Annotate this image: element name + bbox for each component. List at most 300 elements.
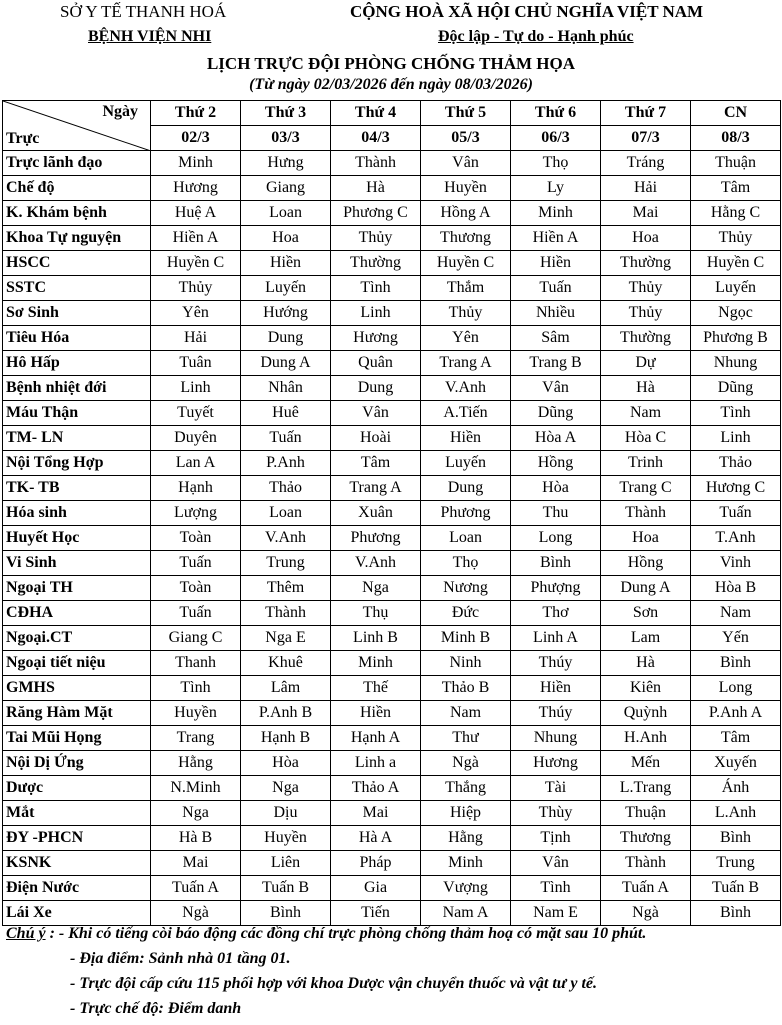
duty-cell: Hồng [601, 551, 691, 576]
table-row [3, 426, 781, 451]
duty-cell: Hồng A [421, 201, 511, 226]
duty-cell: Thương [601, 826, 691, 851]
duty-cell: Nhiều [511, 301, 601, 326]
duty-cell: Hà B [151, 826, 241, 851]
duty-cell: Tình [691, 401, 781, 426]
table-row [3, 251, 781, 276]
duty-cell: Hà [331, 176, 421, 201]
duty-cell: Hiền A [511, 226, 601, 251]
department-label: Nội Tổng Hợp [3, 451, 151, 476]
duty-cell: Thành [601, 501, 691, 526]
duty-cell: Thành [601, 851, 691, 876]
duty-cell: Dự [601, 351, 691, 376]
duty-cell: Nga [331, 576, 421, 601]
duty-schedule-table [2, 100, 781, 926]
department-label: HSCC [3, 251, 151, 276]
duty-cell: Thành [241, 601, 331, 626]
department-label: Bệnh nhiệt đới [3, 376, 151, 401]
duty-cell: Dung A [601, 576, 691, 601]
duty-cell: Hòa [511, 476, 601, 501]
department-label: SSTC [3, 276, 151, 301]
department-label: Răng Hàm Mặt [3, 701, 151, 726]
duty-cell: Thảo [241, 476, 331, 501]
day-header: CN [691, 101, 781, 126]
header-row-days [3, 101, 781, 126]
duty-cell: Hoài [331, 426, 421, 451]
department-label: GMHS [3, 676, 151, 701]
duty-cell: Quân [331, 351, 421, 376]
duty-cell: Linh A [511, 626, 601, 651]
duty-cell: P.Anh A [691, 701, 781, 726]
table-row [3, 551, 781, 576]
nation-title: CỘNG HOÀ XÃ HỘI CHỦ NGHĨA VIỆT NAM [350, 2, 704, 21]
duty-cell: Xuân [331, 501, 421, 526]
note-line-2: - Địa điểm: Sảnh nhà 01 tầng 01. [70, 950, 291, 967]
day-header: Thứ 2 [151, 101, 241, 126]
duty-cell: Hà [601, 651, 691, 676]
department-label: KSNK [3, 851, 151, 876]
duty-cell: Trang A [421, 351, 511, 376]
duty-cell: Ánh [691, 776, 781, 801]
duty-cell: Thúy [511, 651, 601, 676]
duty-cell: Tráng [601, 151, 691, 176]
duty-cell: Mến [601, 751, 691, 776]
duty-cell: Hòa B [691, 576, 781, 601]
duty-cell: L.Trang [601, 776, 691, 801]
duty-cell: Lam [601, 626, 691, 651]
duty-cell: Tuấn B [691, 876, 781, 901]
table-row [3, 526, 781, 551]
duty-cell: Hải [151, 326, 241, 351]
duty-cell: Minh B [421, 626, 511, 651]
duty-cell: Phượng [511, 576, 601, 601]
department-label: Nội Dị Ứng [3, 751, 151, 776]
department-label: TK- TB [3, 476, 151, 501]
duty-cell: Thủy [691, 226, 781, 251]
duty-cell: Gia [331, 876, 421, 901]
department-label: Tiêu Hóa [3, 326, 151, 351]
duty-cell: Huệ A [151, 201, 241, 226]
duty-cell: Tuấn [511, 276, 601, 301]
duty-cell: Tâm [691, 176, 781, 201]
duty-cell: Phương B [691, 326, 781, 351]
duty-cell: Nam [691, 601, 781, 626]
department-label: Điện Nước [3, 876, 151, 901]
duty-cell: Tài [511, 776, 601, 801]
duty-cell: Giang [241, 176, 331, 201]
duty-cell: Thảo B [421, 676, 511, 701]
department-label: ĐY -PHCN [3, 826, 151, 851]
table-row [3, 601, 781, 626]
table-row [3, 651, 781, 676]
duty-cell: P.Anh B [241, 701, 331, 726]
duty-cell: Nhân [241, 376, 331, 401]
duty-cell: Tâm [691, 726, 781, 751]
table-row [3, 201, 781, 226]
duty-cell: Thường [331, 251, 421, 276]
duty-cell: Vân [511, 851, 601, 876]
duty-cell: Trung [691, 851, 781, 876]
table-row [3, 901, 781, 926]
duty-cell: Huyền C [691, 251, 781, 276]
duty-cell: Minh [421, 851, 511, 876]
duty-cell: Hải [601, 176, 691, 201]
duty-cell: Thêm [241, 576, 331, 601]
duty-cell: Minh [151, 151, 241, 176]
duty-cell: Thắm [421, 276, 511, 301]
corner-cell [3, 101, 151, 151]
duty-cell: Thọ [421, 551, 511, 576]
duty-cell: Vượng [421, 876, 511, 901]
duty-cell: Mai [331, 801, 421, 826]
duty-cell: Huyền [241, 826, 331, 851]
duty-cell: Liên [241, 851, 331, 876]
table-row [3, 301, 781, 326]
nation-motto: Độc lập - Tự do - Hạnh phúc [438, 28, 634, 45]
duty-cell: Nga [241, 776, 331, 801]
duty-cell: Dung A [241, 351, 331, 376]
duty-cell: Hồng [511, 451, 601, 476]
duty-cell: Khuê [241, 651, 331, 676]
duty-cell: L.Anh [691, 801, 781, 826]
duty-cell: Nam A [421, 901, 511, 926]
day-header: Thứ 7 [601, 101, 691, 126]
duty-cell: Thắng [421, 776, 511, 801]
date-header: 03/3 [241, 126, 331, 151]
duty-cell: Thọ [511, 151, 601, 176]
department-label: Huyết Học [3, 526, 151, 551]
note-line-3: - Trực đội cấp cứu 115 phối hợp với khoa Dược vận chuyển thuốc và vật tư y tế. [70, 975, 598, 992]
day-header: Thứ 4 [331, 101, 421, 126]
duty-cell: Huyền C [151, 251, 241, 276]
department-label: Máu Thận [3, 401, 151, 426]
duty-cell: Dung [241, 326, 331, 351]
duty-cell: Pháp [331, 851, 421, 876]
notes-section [6, 925, 646, 1025]
note-line-4: - Trực chế độ: Điểm danh [70, 1000, 242, 1017]
duty-cell: Huyền [421, 176, 511, 201]
table-row [3, 451, 781, 476]
department-label: Mắt [3, 801, 151, 826]
duty-cell: Dung [331, 376, 421, 401]
duty-cell: Quỳnh [601, 701, 691, 726]
duty-cell: Tâm [331, 451, 421, 476]
table-row [3, 376, 781, 401]
table-row [3, 626, 781, 651]
duty-cell: Hòa C [601, 426, 691, 451]
duty-cell: Thủy [601, 301, 691, 326]
duty-cell: Bình [511, 551, 601, 576]
corner-duty-label: Trực [6, 130, 40, 147]
duty-cell: Trang A [331, 476, 421, 501]
department-label: Chế độ [3, 176, 151, 201]
duty-cell: Thủy [601, 276, 691, 301]
duty-cell: Duyên [151, 426, 241, 451]
duty-cell: Tuấn [151, 551, 241, 576]
duty-cell: Linh [691, 426, 781, 451]
day-header: Thứ 5 [421, 101, 511, 126]
duty-cell: V.Anh [241, 526, 331, 551]
note-text-1: : - Khi có tiếng còi báo động các đồng chí trực phòng chống thảm hoạ có mặt sau 10 phút. [45, 925, 647, 942]
duty-cell: Phương [421, 501, 511, 526]
duty-cell: Thùy [511, 801, 601, 826]
duty-cell: Trung [241, 551, 331, 576]
duty-cell: Yến [691, 626, 781, 651]
duty-cell: Xuyến [691, 751, 781, 776]
duty-cell: Tuấn A [151, 876, 241, 901]
department-label: Hô Hấp [3, 351, 151, 376]
department-label: Ngoại TH [3, 576, 151, 601]
department-label: TM- LN [3, 426, 151, 451]
duty-cell: Hoa [241, 226, 331, 251]
duty-cell: Nga E [241, 626, 331, 651]
duty-cell: Tiến [331, 901, 421, 926]
duty-cell: Yên [421, 326, 511, 351]
duty-cell: Hiền [511, 676, 601, 701]
duty-cell: Bình [691, 826, 781, 851]
duty-cell: Ngà [601, 901, 691, 926]
department-label: Vi Sinh [3, 551, 151, 576]
duty-cell: Long [511, 526, 601, 551]
table-row [3, 751, 781, 776]
duty-cell: Hương [331, 326, 421, 351]
duty-cell: Thư [421, 726, 511, 751]
table-row [3, 701, 781, 726]
duty-cell: Trinh [601, 451, 691, 476]
duty-cell: Tịnh [511, 826, 601, 851]
department-label: Trực lãnh đạo [3, 151, 151, 176]
table-row [3, 476, 781, 501]
day-header: Thứ 3 [241, 101, 331, 126]
table-row [3, 676, 781, 701]
department-label: K. Khám bệnh [3, 201, 151, 226]
duty-cell: Bình [691, 651, 781, 676]
duty-cell: Tuấn A [601, 876, 691, 901]
duty-cell: Thủy [421, 301, 511, 326]
duty-cell: Nam E [511, 901, 601, 926]
duty-cell: Tình [511, 876, 601, 901]
duty-cell: Tuấn B [241, 876, 331, 901]
duty-cell: Loan [241, 201, 331, 226]
duty-cell: Thơ [511, 601, 601, 626]
duty-cell: Linh [331, 301, 421, 326]
duty-cell: Tuấn [151, 601, 241, 626]
page-title: LỊCH TRỰC ĐỘI PHÒNG CHỐNG THẢM HỌA [206, 54, 576, 73]
duty-cell: Linh B [331, 626, 421, 651]
duty-cell: Yên [151, 301, 241, 326]
department-label: Lái Xe [3, 901, 151, 926]
duty-cell: Vinh [691, 551, 781, 576]
duty-cell: Lâm [241, 676, 331, 701]
duty-cell: P.Anh [241, 451, 331, 476]
duty-cell: V.Anh [331, 551, 421, 576]
duty-cell: Dung [421, 476, 511, 501]
department-label: CĐHA [3, 601, 151, 626]
duty-cell: Hiền [241, 251, 331, 276]
duty-cell: Thảo A [331, 776, 421, 801]
table-row [3, 351, 781, 376]
duty-cell: Hưng [241, 151, 331, 176]
duty-cell: Hương C [691, 476, 781, 501]
department-label: Ngoại.CT [3, 626, 151, 651]
table-row [3, 826, 781, 851]
duty-cell: Hoa [601, 226, 691, 251]
duty-cell: Thường [601, 326, 691, 351]
duty-cell: Nam [601, 401, 691, 426]
day-header: Thứ 6 [511, 101, 601, 126]
duty-cell: Thường [601, 251, 691, 276]
duty-cell: Huyền C [421, 251, 511, 276]
duty-cell: Linh a [331, 751, 421, 776]
duty-cell: Hiệp [421, 801, 511, 826]
duty-cell: Dũng [511, 401, 601, 426]
duty-cell: Thành [331, 151, 421, 176]
duty-cell: Sơn [601, 601, 691, 626]
duty-cell: Thuận [691, 151, 781, 176]
duty-cell: Vân [511, 376, 601, 401]
org-name-line1: SỞ Y TẾ THANH HOÁ [60, 2, 227, 21]
duty-cell: Hướng [241, 301, 331, 326]
duty-cell: Huê [241, 401, 331, 426]
duty-cell: V.Anh [421, 376, 511, 401]
duty-cell: Phương [331, 526, 421, 551]
table-row [3, 151, 781, 176]
duty-cell: Long [691, 676, 781, 701]
table-row [3, 176, 781, 201]
duty-cell: Tuân [151, 351, 241, 376]
duty-cell: Toàn [151, 526, 241, 551]
date-header: 05/3 [421, 126, 511, 151]
duty-cell: Đức [421, 601, 511, 626]
duty-cell: Ninh [421, 651, 511, 676]
table-row [3, 726, 781, 751]
duty-cell: Loan [421, 526, 511, 551]
duty-cell: Luyến [421, 451, 511, 476]
duty-cell: Tình [151, 676, 241, 701]
duty-cell: Hà A [331, 826, 421, 851]
org-name-line2: BỆNH VIỆN NHI [88, 28, 212, 45]
duty-cell: Tuấn [241, 426, 331, 451]
duty-cell: Hiền [331, 701, 421, 726]
table-row [3, 501, 781, 526]
table-row [3, 801, 781, 826]
duty-cell: Hạnh B [241, 726, 331, 751]
duty-cell: Hiền [421, 426, 511, 451]
duty-cell: Ngọc [691, 301, 781, 326]
table-row [3, 851, 781, 876]
duty-cell: Linh [151, 376, 241, 401]
duty-cell: Tình [331, 276, 421, 301]
table-row [3, 326, 781, 351]
duty-cell: Thương [421, 226, 511, 251]
duty-cell: Hằng [151, 751, 241, 776]
table-row [3, 576, 781, 601]
duty-cell: Thúy [511, 701, 601, 726]
duty-cell: Vân [331, 401, 421, 426]
date-header: 02/3 [151, 126, 241, 151]
date-header: 07/3 [601, 126, 691, 151]
duty-cell: Trang C [601, 476, 691, 501]
table-row [3, 276, 781, 301]
duty-cell: Hạnh [151, 476, 241, 501]
duty-cell: Trang [151, 726, 241, 751]
duty-cell: Huyền [151, 701, 241, 726]
duty-cell: Thủy [151, 276, 241, 301]
department-label: Hóa sinh [3, 501, 151, 526]
duty-cell: Ngà [151, 901, 241, 926]
duty-cell: Lan A [151, 451, 241, 476]
department-label: Tai Mũi Họng [3, 726, 151, 751]
date-header: 06/3 [511, 126, 601, 151]
duty-cell: Hương [511, 751, 601, 776]
duty-cell: Thụ [331, 601, 421, 626]
duty-cell: Mai [601, 201, 691, 226]
duty-cell: Vân [421, 151, 511, 176]
duty-cell: Nhung [691, 351, 781, 376]
duty-cell: Tuyết [151, 401, 241, 426]
duty-cell: Thanh [151, 651, 241, 676]
duty-cell: Thảo [691, 451, 781, 476]
duty-cell: Hoa [601, 526, 691, 551]
department-label: Ngoại tiết niệu [3, 651, 151, 676]
duty-cell: Trang B [511, 351, 601, 376]
duty-cell: Nam [421, 701, 511, 726]
note-label: Chú ý [6, 925, 46, 942]
duty-cell: Ly [511, 176, 601, 201]
duty-cell: Minh [331, 651, 421, 676]
duty-cell: Hằng [421, 826, 511, 851]
duty-cell: T.Anh [691, 526, 781, 551]
duty-cell: Thủy [331, 226, 421, 251]
note-line-1 [6, 925, 646, 950]
duty-cell: Luyến [691, 276, 781, 301]
duty-cell: Bình [691, 901, 781, 926]
duty-cell: Kiên [601, 676, 691, 701]
duty-cell: N.Minh [151, 776, 241, 801]
table-row [3, 876, 781, 901]
duty-cell: Toàn [151, 576, 241, 601]
duty-cell: A.Tiến [421, 401, 511, 426]
duty-cell: Luyến [241, 276, 331, 301]
duty-cell: Dũng [691, 376, 781, 401]
duty-cell: Giang C [151, 626, 241, 651]
corner-day-label: Ngày [102, 103, 138, 120]
duty-cell: Hạnh A [331, 726, 421, 751]
duty-cell: Mai [151, 851, 241, 876]
department-label: Sơ Sinh [3, 301, 151, 326]
duty-cell: Hằng C [691, 201, 781, 226]
duty-cell: Phương C [331, 201, 421, 226]
duty-cell: Hương [151, 176, 241, 201]
duty-cell: Sâm [511, 326, 601, 351]
duty-cell: Loan [241, 501, 331, 526]
duty-cell: Hiền [511, 251, 601, 276]
duty-cell: Bình [241, 901, 331, 926]
duty-cell: Thu [511, 501, 601, 526]
duty-cell: Lượng [151, 501, 241, 526]
duty-cell: Nương [421, 576, 511, 601]
duty-cell: Nga [151, 801, 241, 826]
department-label: Dược [3, 776, 151, 801]
department-label: Khoa Tự nguyện [3, 226, 151, 251]
duty-cell: Minh [511, 201, 601, 226]
duty-cell: Hòa A [511, 426, 601, 451]
duty-cell: Ngà [421, 751, 511, 776]
duty-cell: Hà [601, 376, 691, 401]
date-header: 08/3 [691, 126, 781, 151]
duty-cell: Hòa [241, 751, 331, 776]
duty-cell: Nhung [511, 726, 601, 751]
